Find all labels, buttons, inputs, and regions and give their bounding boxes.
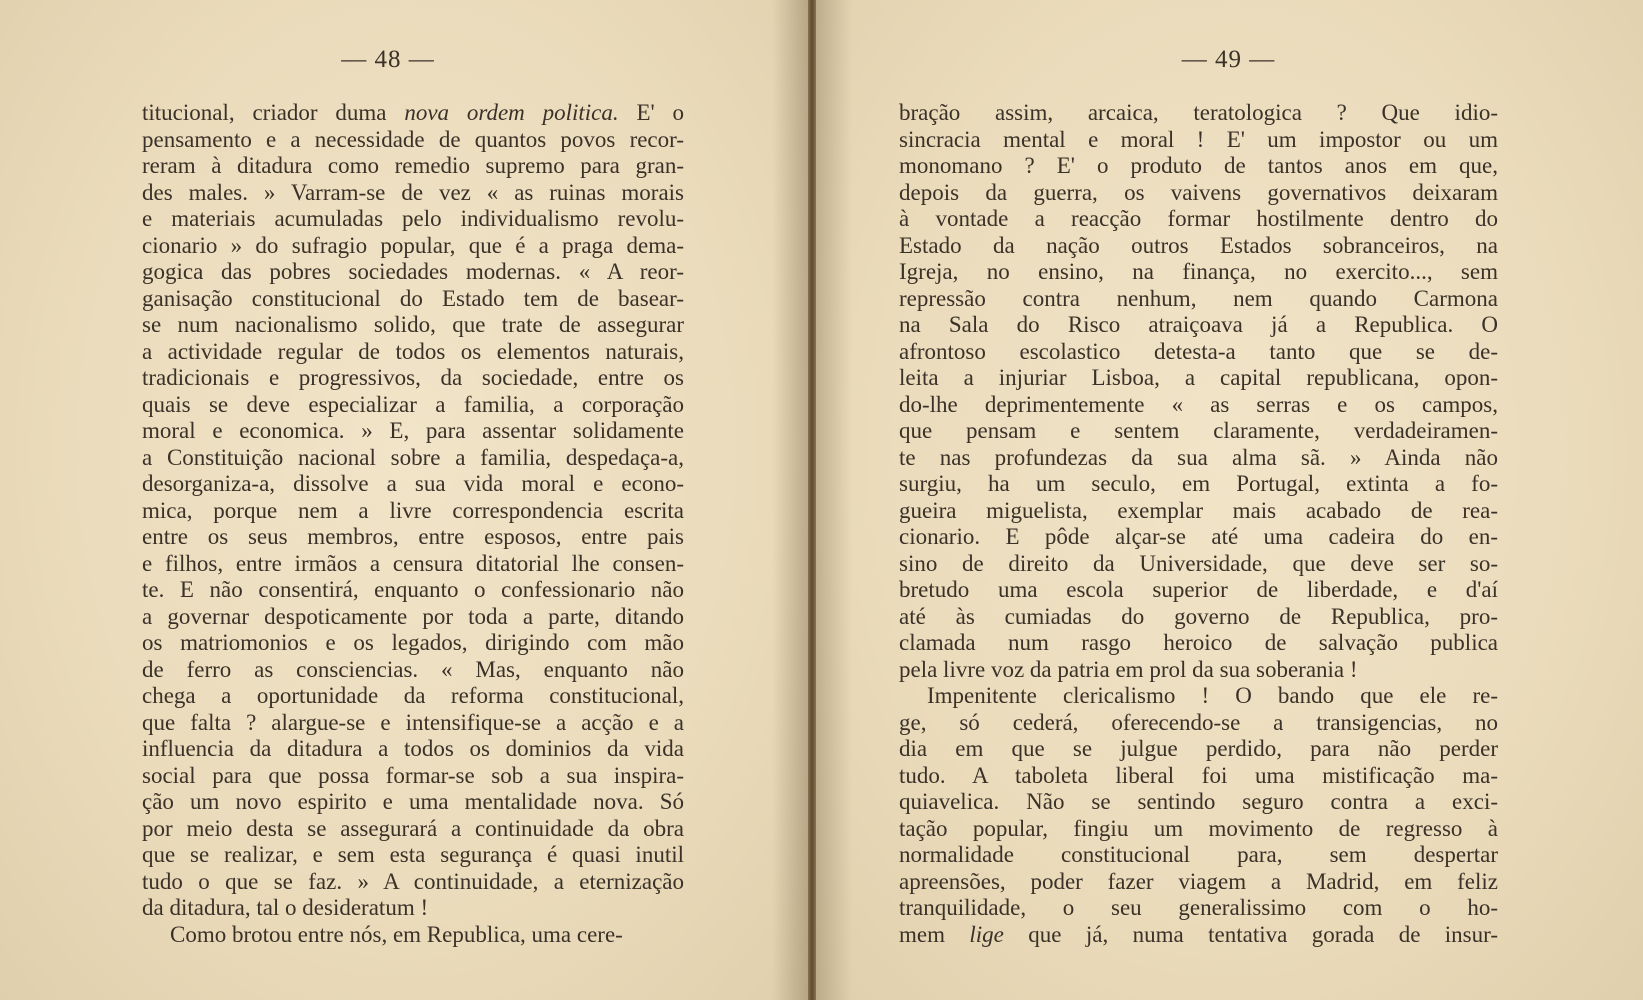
text-line <box>142 922 684 949</box>
text-line <box>142 392 684 419</box>
text-line <box>142 842 684 869</box>
left-page-text <box>142 100 684 948</box>
text-line <box>142 259 684 286</box>
page-number-right: — 49 — <box>1181 46 1276 73</box>
text-run: que já, numa tentativa gorada de insur- <box>1003 921 1498 947</box>
text-run: até às cumiadas do governo de Republica, pro- <box>899 603 1498 629</box>
text-run: a governar despoticamente por toda a parte, ditando <box>142 603 684 629</box>
text-line <box>142 657 684 684</box>
text-run: gogica das pobres sociedades modernas. « A reor- <box>142 259 684 284</box>
text-run: quais se deve especializar a familia, a corporação <box>142 391 684 417</box>
text-run: apreensões, poder fazer viagem a Madrid, em feliz <box>899 868 1498 894</box>
text-run: bretudo uma escola superior de liberdade, e d'aí <box>899 577 1498 602</box>
text-run: ge, só cederá, oferecendo-se a transigencias, no <box>899 709 1498 735</box>
text-line <box>142 418 684 445</box>
text-run: na Sala do Risco atraiçoava já a Republica. O <box>899 312 1498 337</box>
text-line <box>142 471 684 498</box>
text-line <box>899 683 1498 710</box>
text-line <box>142 816 684 843</box>
text-run: ção um novo espirito e uma mentalidade nova. Só <box>142 789 684 814</box>
text-line <box>899 153 1498 180</box>
text-line <box>899 922 1498 949</box>
text-line <box>899 869 1498 896</box>
text-line <box>899 842 1498 869</box>
text-run: entre os seus membros, entre esposos, entre pais <box>142 524 684 549</box>
text-line <box>899 418 1498 445</box>
text-run: dia em que se julgue perdido, para não perder <box>899 736 1498 761</box>
text-run: Como brotou entre nós, em Republica, uma cere- <box>170 921 623 947</box>
italic-text: nova ordem politica. <box>404 100 619 125</box>
text-run: tudo. A taboleta liberal foi uma mistificação ma- <box>899 762 1498 788</box>
text-run: ganisação constitucional do Estado tem de basear- <box>142 285 684 311</box>
text-run: mem <box>899 921 970 947</box>
text-line <box>142 895 684 922</box>
text-run: por meio desta se assegurará a continuidade da obra <box>142 815 684 841</box>
text-line <box>899 312 1498 339</box>
text-run: que falta ? alargue-se e intensifique-se a acção e a <box>142 709 684 735</box>
text-line <box>142 100 684 127</box>
text-line <box>899 524 1498 551</box>
text-run: pensamento e a necessidade de quantos povos recor- <box>142 126 684 152</box>
right-page <box>812 0 1643 1000</box>
text-line <box>899 100 1498 127</box>
text-run: à vontade a reacção formar hostilmente dentro do <box>899 206 1498 231</box>
text-run: e materiais acumuladas pelo individualismo revolu- <box>142 206 684 231</box>
text-run: social para que possa formar-se sob a sua inspira- <box>142 762 684 788</box>
text-run: tudo o que se faz. » A continuidade, a eternização <box>142 868 684 894</box>
text-run: do-lhe deprimentemente « as serras e os campos, <box>899 391 1498 417</box>
text-line <box>899 763 1498 790</box>
text-run: pela livre voz da patria em prol da sua soberania ! <box>899 656 1358 682</box>
text-run: que se realizar, e sem esta segurança é quasi inutil <box>142 842 684 867</box>
text-run: que pensam e sentem claramente, verdadeiramen- <box>899 418 1498 443</box>
book-gutter <box>808 0 816 1000</box>
text-line <box>899 127 1498 154</box>
text-line <box>899 259 1498 286</box>
text-run: te. E não consentirá, enquanto o confessionario não <box>142 577 684 602</box>
text-line <box>142 445 684 472</box>
text-line <box>899 471 1498 498</box>
text-run: se num nacionalismo solido, que trate de assegurar <box>142 312 684 337</box>
text-run: cionario. E pôde alçar-se até uma cadeira do en- <box>899 524 1498 549</box>
text-line <box>899 895 1498 922</box>
text-line <box>142 206 684 233</box>
text-line <box>899 392 1498 419</box>
text-line <box>142 180 684 207</box>
text-line <box>142 127 684 154</box>
text-line <box>899 445 1498 472</box>
text-line <box>899 630 1498 657</box>
text-run: quiavelica. Não se sentindo seguro contra a exci- <box>899 789 1498 814</box>
text-run: sino de direito da Universidade, que deve ser so- <box>899 550 1498 576</box>
text-run: cionario » do sufragio popular, que é a praga dema- <box>142 232 684 258</box>
text-run: e filhos, entre irmãos a censura ditatorial lhe consen- <box>142 550 684 576</box>
text-run: tação popular, fingiu um movimento de regresso à <box>899 815 1498 841</box>
text-run: monomano ? E' o produto de tantos anos em que, <box>899 153 1498 178</box>
text-run: a actividade regular de todos os elementos naturais, <box>142 338 684 364</box>
text-run: sincracia mental e moral ! E' um impostor ou um <box>899 126 1498 152</box>
text-line <box>899 233 1498 260</box>
text-run: bração assim, arcaica, teratologica ? Que idio- <box>899 100 1498 125</box>
text-run: tradicionais e progressivos, da sociedade, entre os <box>142 365 684 390</box>
text-run: influencia da ditadura a todos os dominios da vida <box>142 736 684 761</box>
text-line <box>899 498 1498 525</box>
text-line <box>142 233 684 260</box>
text-run: leita a injuriar Lisboa, a capital republicana, opon- <box>899 365 1498 390</box>
page-number-left: — 48 — <box>341 46 435 73</box>
text-line <box>899 577 1498 604</box>
text-line <box>142 312 684 339</box>
text-run: gueira miguelista, exemplar mais acabado de rea- <box>899 497 1498 523</box>
gutter-shadow-right <box>812 0 852 1000</box>
text-run: E' o <box>618 100 684 125</box>
text-line <box>142 869 684 896</box>
text-line <box>142 339 684 366</box>
text-line <box>899 551 1498 578</box>
text-run: te nas profundezas da sua alma sã. » Ainda não <box>899 444 1498 470</box>
text-line <box>142 577 684 604</box>
text-run: repressão contra nenhum, nem quando Carmona <box>899 285 1498 311</box>
text-line <box>899 604 1498 631</box>
text-line <box>142 551 684 578</box>
text-run: normalidade constitucional para, sem despertar <box>899 842 1498 867</box>
text-line <box>142 683 684 710</box>
text-run: depois da guerra, os vaivens governativos deixaram <box>899 179 1498 205</box>
right-page-text <box>899 100 1498 948</box>
text-line <box>899 339 1498 366</box>
text-run: mica, porque nem a livre correspondencia escrita <box>142 497 684 523</box>
text-run: Igreja, no ensino, na finança, no exercito..., sem <box>899 259 1498 284</box>
text-run: de ferro as consciencias. « Mas, enquanto não <box>142 656 684 682</box>
text-line <box>899 180 1498 207</box>
text-line <box>899 736 1498 763</box>
text-line <box>142 630 684 657</box>
text-run: os matriomonios e os legados, dirigindo com mão <box>142 630 684 655</box>
text-run: reram à ditadura como remedio supremo para gran- <box>142 153 684 178</box>
italic-text: lige <box>969 921 1004 947</box>
gutter-shadow-left <box>772 0 812 1000</box>
text-line <box>899 657 1498 684</box>
text-line <box>142 498 684 525</box>
text-line <box>142 763 684 790</box>
text-run: da ditadura, tal o desideratum ! <box>142 895 429 920</box>
text-line <box>899 365 1498 392</box>
text-run: Estado da nação outros Estados sobranceiros, na <box>899 232 1498 258</box>
text-line <box>899 816 1498 843</box>
text-line <box>142 365 684 392</box>
text-line <box>142 604 684 631</box>
text-line <box>142 153 684 180</box>
text-run: clamada num rasgo heroico de salvação publica <box>899 630 1498 655</box>
text-line <box>142 736 684 763</box>
text-line <box>899 286 1498 313</box>
text-run: moral e economica. » E, para assentar solidamente <box>142 418 684 443</box>
text-line <box>142 710 684 737</box>
text-line <box>899 789 1498 816</box>
text-run: afrontoso escolastico detesta-a tanto que se de- <box>899 338 1498 364</box>
text-line <box>142 789 684 816</box>
text-run: desorganiza-a, dissolve a sua vida moral e econo- <box>142 471 684 496</box>
text-run: titucional, criador duma <box>142 100 405 125</box>
left-page <box>0 0 812 1000</box>
text-run: a Constituição nacional sobre a familia, despedaça-a, <box>142 444 684 470</box>
text-run: Impenitente clericalismo ! O bando que ele re- <box>927 683 1498 708</box>
text-run: tranquilidade, o seu generalissimo com o ho- <box>899 895 1498 920</box>
text-run: surgiu, ha um seculo, em Portugal, extinta a fo- <box>899 471 1498 496</box>
text-run: chega a oportunidade da reforma constitucional, <box>142 683 684 708</box>
text-run: des males. » Varram-se de vez « as ruinas morais <box>142 179 684 205</box>
text-line <box>142 286 684 313</box>
text-line <box>899 710 1498 737</box>
text-line <box>142 524 684 551</box>
text-line <box>899 206 1498 233</box>
